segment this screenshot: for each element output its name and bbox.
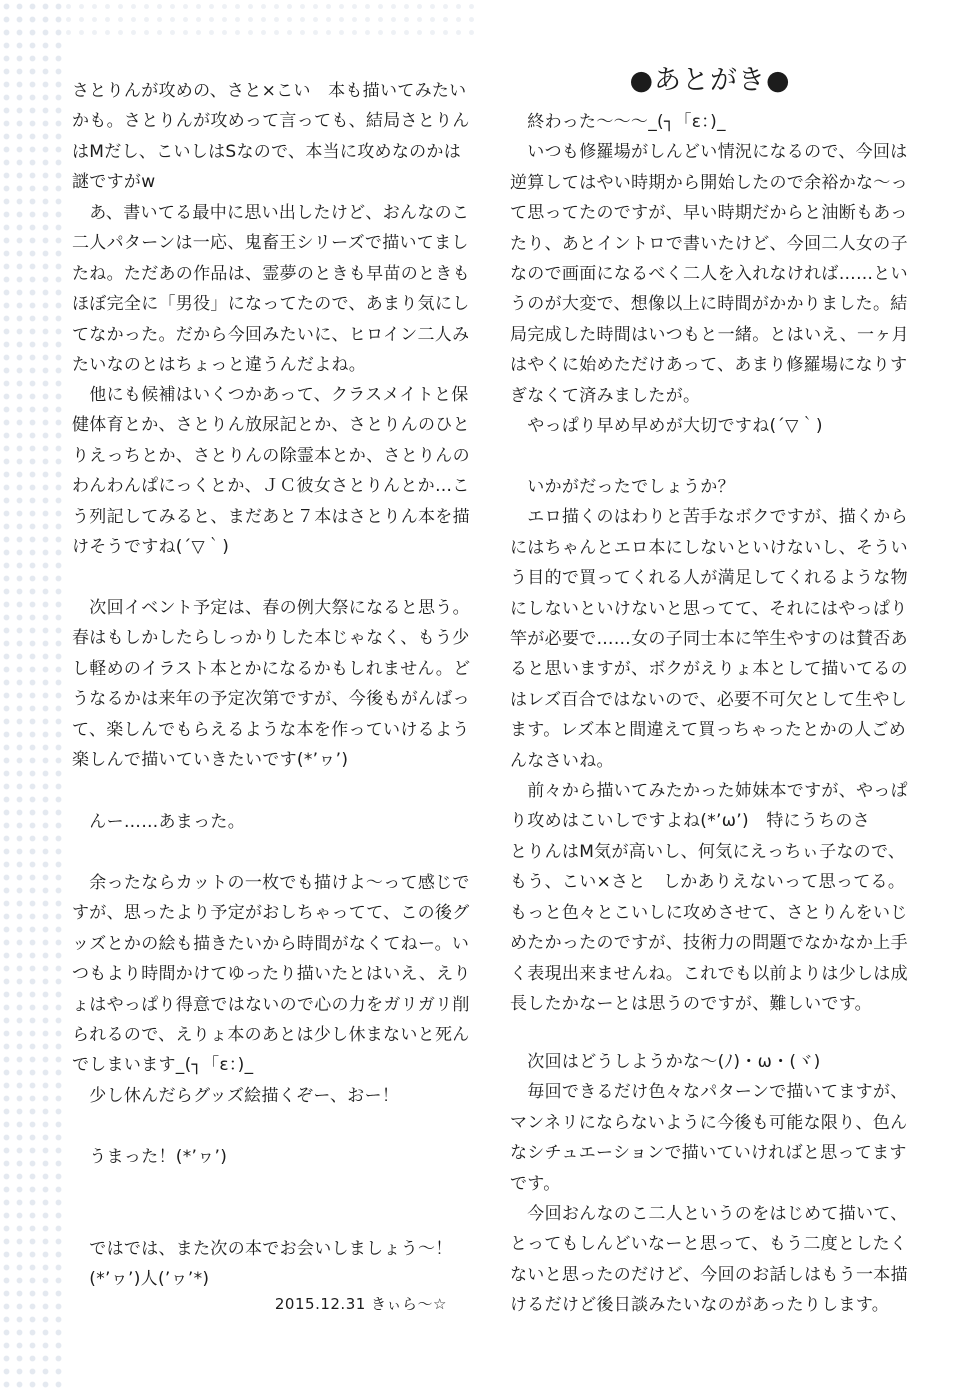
dot-pattern-top-margin (62, 0, 482, 42)
left-paragraph-7: うまった！(*’ヮ’) (72, 1147, 228, 1167)
date-signature: 2015.12.31 きぃら～☆ (274, 1295, 447, 1313)
left-paragraph-3: 他にも候補はいくつかあって、クラスメイトと保 健体育とか、さとりん放尿記とか、さとりんのひと りえっちとか、さとりんの除霊本とか、さとりんの わんわんぱにっくとか、ＪＣ彼女さとりんとか…こ う列記してみると、まだあと７本はさとりん本を描 けそうですね(´▽｀) (72, 385, 470, 558)
right-paragraph-1: 終わった～～～_(┐「ε：)_ いつも修羅場がしんどい情況になるので、今回は 逆算してはやい時期から開始したので余裕かな～っ て思ってたのですが、早い時期だからと油断もあっ たり、あとイントロで書いたけど、今回二人女の子 なので画面になるべく二人を入れなければ……とい うのが大変で、想像以上に時間がかかりました。結 局完成した時間はいつもと一緒。とはいえ、一ヶ月 はやくに始めただけあって、あまり修羅場になりす ぎなくて済みましたが。 やっぱり早め早めが大切ですね(´▽｀) (510, 112, 909, 437)
right-paragraph-2: いかがだったでしょうか？ エロ描くのはわりと苦手なボクですが、描くから にはちゃんとエロ本にしないといけないし、そうい う目的で買ってくれる人が満足してくれるような物 にしないといけないと思ってて、それにはやっぱり 竿が必要で……女の子同士本に竿生やすのは賛否あ ると思いますが、ボクがえりょ本として描いてるの はレズ百合ではないので、必要不可欠として生やし ます。レズ本と間違えて買っちゃったとかの人ごめ んなさいね。 前々から描いてみたかった姉妹本ですが、やっぱ り攻めはこいしですよね(*’ω’) 特にうちのさ とりんはM気が高いし、何気にえっちぃ子なので、 もう、こい×さと しかありえないって思ってる。 もっと色々とこいしに攻めさせて、さとりんをいじ めたかったのですが、技術力の問題でなかなか上手 く表現出来ませんね。これでも以前よりは少しは成 長したかなーとは思うのですが、難しいです。 (510, 477, 908, 1014)
left-paragraph-4: 次回イベント予定は、春の例大祭になると思う。 春はもしかしたらしっかりした本じゃなく、もう少 し軽めのイラスト本とかになるかもしれません。ど うなるかは来年の予定次第ですが、今後もがんばっ て、楽しんでもらえるような本を作っていけるよう 楽しんで描いていきたいです(*’ヮ’) (72, 598, 471, 771)
afterword-heading: ●あとがき● (629, 65, 791, 96)
left-paragraph-8: ではでは、また次の本でお会いしましょう～！ (*’ヮ’)人(’ヮ’*) (89, 1239, 453, 1290)
left-paragraph-6: 余ったならカットの一枚でも描けよ～って感じで すが、思ったより予定がおしちゃってて、この後グ ッズとかの絵も描きたいから時間がなくてねー。い つもより時間かけてゆったり描いたとはいえ、えり ょはやっぱり得意ではないので心の力をガリガリ削 られるので、えりょ本のあとは少し休まないと死ん でしまいます_(┐「ε：)_ 少し休んだらグッズ絵描くぞー、おー！ (72, 873, 471, 1106)
right-paragraph-3: 次回はどうしようかな～(ﾉ)・ω・(ヾ) 毎回できるだけ色々なパターンで描いてますが、 マンネリにならないように今後も可能な限り、色ん なシチュエーションで描いていければと思ってます です。 今回おんなのこ二人というのをはじめて描いて、 とってもしんどいなーと思って、もう二度としたく ないと思ったのだけど、今回のお話しはもう一本描 けるだけど後日談みたいなのがあったりします。 (510, 1052, 908, 1316)
left-paragraph-5: んー……あまった。 (72, 812, 245, 832)
left-paragraph-2: あ、書いてる最中に思い出したけど、おんなのこ 二人パターンは一応、鬼畜王シリーズで描いてまし たね。ただあの作品は、霊夢のときも早苗のときも ほぼ完全に「男役」になってたので、あまり気にし てなかった。だから今回みたいに、ヒロイン二人み たいなのとはちょっと違うんだよね。 (72, 203, 470, 376)
left-paragraph-1: さとりんが攻めの、さと×こい 本も描いてみたい かも。さとりんが攻めって言っても、結局さとりん はMだし、こいしはSなので、本当に攻めなのかは 謎ですがw (72, 81, 470, 193)
dot-pattern-left-margin (0, 0, 62, 1393)
